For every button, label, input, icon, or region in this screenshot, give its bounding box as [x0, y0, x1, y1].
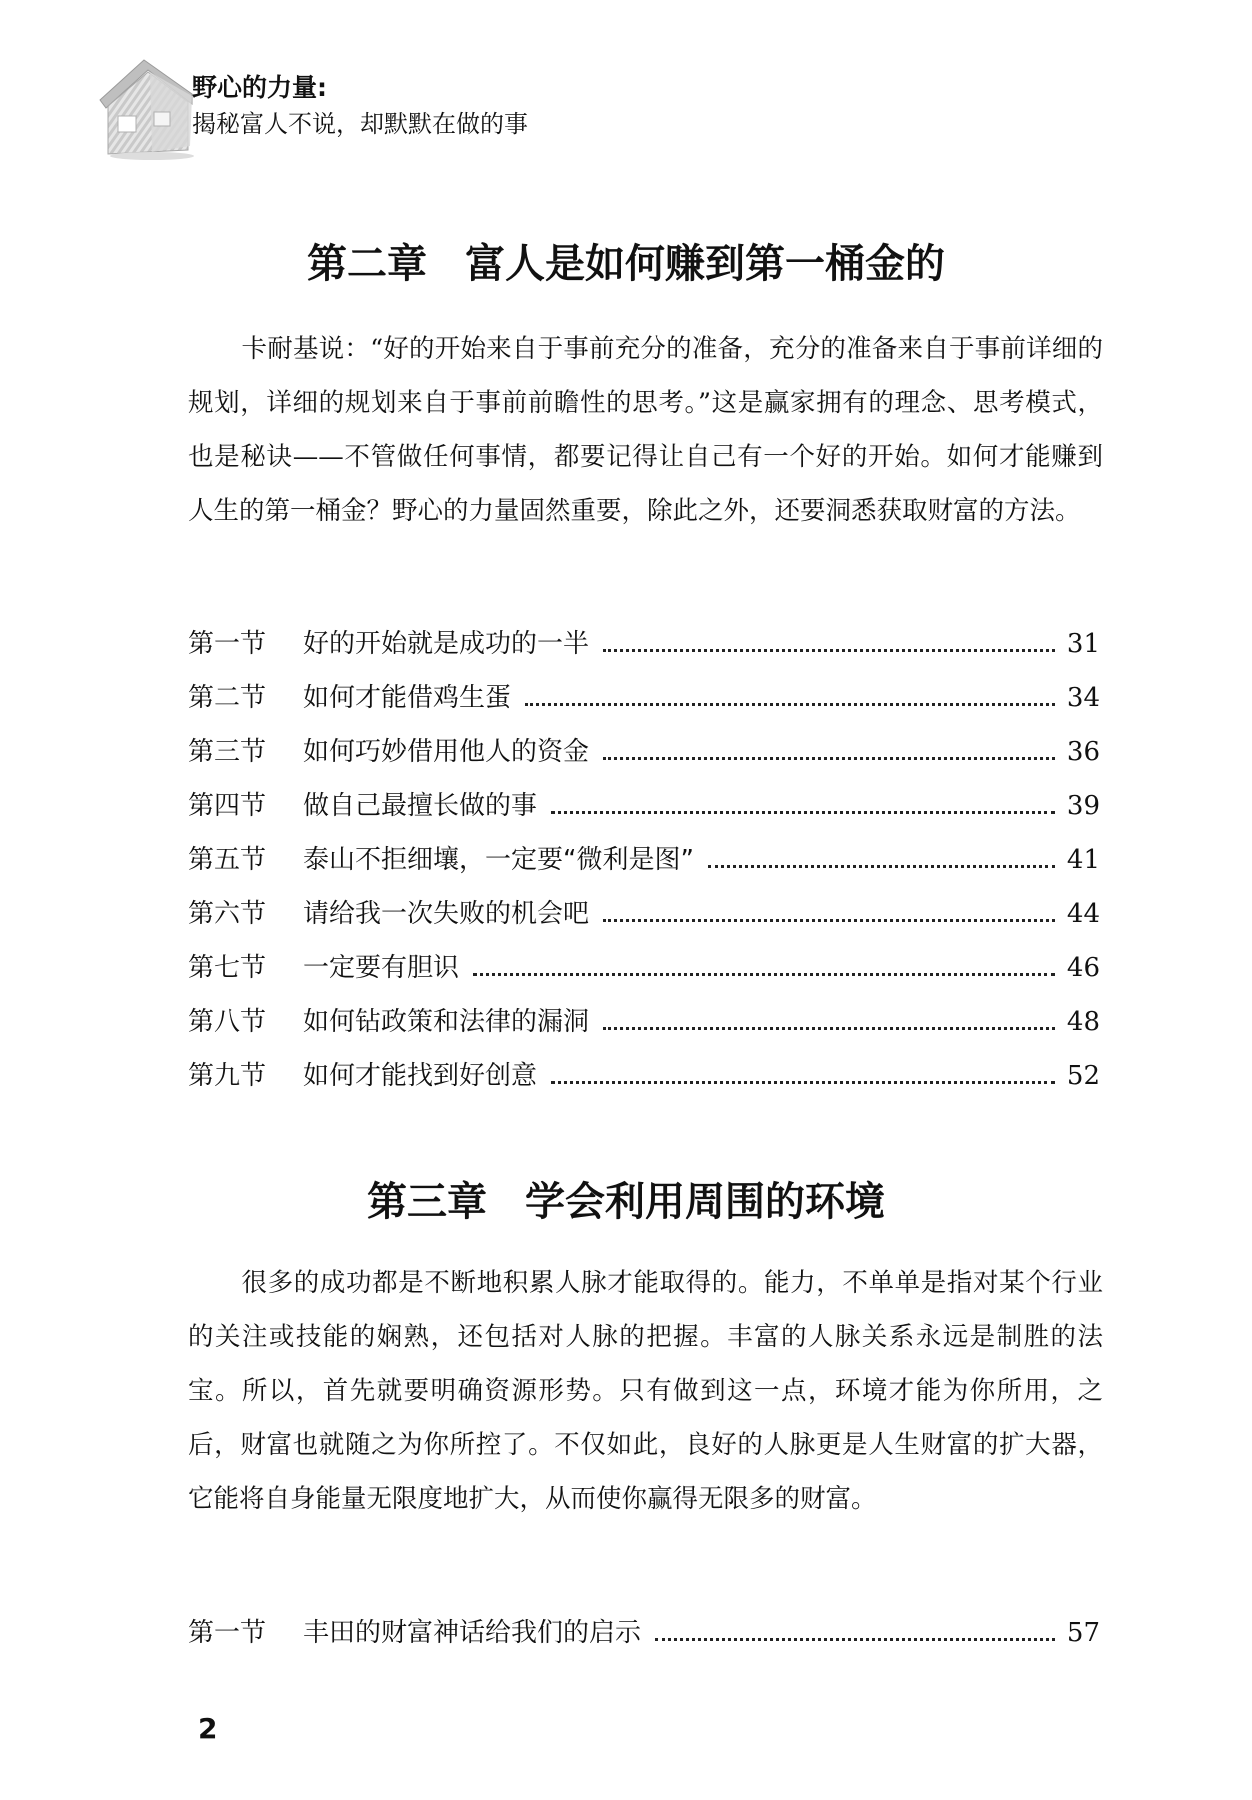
toc-entry[interactable]	[188, 617, 1100, 671]
chapter-name: 学会利用周围的环境	[525, 1178, 885, 1225]
chapter-name: 富人是如何赚到第一桶金的	[465, 240, 945, 287]
page-reference: 48	[1066, 1007, 1100, 1037]
dot-leader	[551, 1081, 1055, 1084]
running-header	[92, 42, 612, 162]
section-title: 一定要有胆识	[303, 953, 460, 983]
section-number: 第一节	[188, 629, 267, 659]
toc-entry[interactable]	[188, 1049, 1100, 1103]
section-title: 如何才能找到好创意	[303, 1061, 538, 1091]
dot-leader	[655, 1638, 1055, 1641]
section-number: 第四节	[188, 791, 267, 821]
toc-entry[interactable]	[188, 779, 1100, 833]
page-number: 2	[198, 1712, 218, 1745]
section-title: 如何才能借鸡生蛋	[303, 683, 512, 713]
dot-leader	[473, 973, 1055, 976]
dot-leader	[603, 757, 1055, 760]
page-reference: 57	[1066, 1618, 1100, 1648]
dot-leader	[551, 811, 1055, 814]
toc-entry[interactable]	[188, 1606, 1100, 1660]
section-title: 丰田的财富神话给我们的启示	[303, 1618, 642, 1648]
chapter-number: 第三章	[367, 1178, 487, 1225]
book-subtitle: 揭秘富人不说，却默默在做的事	[192, 110, 528, 138]
toc-list	[188, 617, 1100, 1103]
toc-entry[interactable]	[188, 887, 1100, 941]
page-reference: 36	[1066, 737, 1100, 767]
house-icon	[92, 42, 202, 162]
section-number: 第五节	[188, 845, 267, 875]
page-reference: 46	[1066, 953, 1100, 983]
chapter-title	[0, 1176, 1252, 1228]
page-reference: 39	[1066, 791, 1100, 821]
page-reference: 34	[1066, 683, 1100, 713]
section-number: 第八节	[188, 1007, 267, 1037]
section-title: 泰山不拒细壤，一定要“微利是图”	[303, 845, 694, 875]
section-title: 如何钻政策和法律的漏洞	[303, 1007, 590, 1037]
section-number: 第一节	[188, 1618, 267, 1648]
page-reference: 31	[1066, 629, 1100, 659]
book-title: 野心的力量:	[192, 73, 327, 102]
section-number: 第二节	[188, 683, 267, 713]
section-number: 第三节	[188, 737, 267, 767]
chapter-title	[0, 238, 1252, 290]
section-number: 第九节	[188, 1061, 267, 1091]
section-title: 请给我一次失败的机会吧	[303, 899, 590, 929]
section-title: 做自己最擅长做的事	[303, 791, 538, 821]
toc-list	[188, 1606, 1100, 1660]
dot-leader	[708, 865, 1055, 868]
chapter-intro: 很多的成功都是不断地积累人脉才能取得的。能力，不单单是指对某个行业的关注或技能的娴熟，还包括对人脉的把握。丰富的人脉关系永远是制胜的法宝。所以，首先就要明确资源形势。只有做到这一点，环境才能为你所用，之后，财富也就随之为你所控了。不仅如此，良好的人脉更是人生财富的扩大器，它能将自身能量无限度地扩大，从而使你赢得无限多的财富。	[188, 1268, 1103, 1514]
page-reference: 44	[1066, 899, 1100, 929]
page-reference: 52	[1066, 1061, 1100, 1091]
dot-leader	[603, 649, 1055, 652]
toc-entry[interactable]	[188, 941, 1100, 995]
dot-leader	[525, 703, 1055, 706]
section-number: 第六节	[188, 899, 267, 929]
toc-entry[interactable]	[188, 995, 1100, 1049]
dot-leader	[603, 919, 1055, 922]
section-title: 好的开始就是成功的一半	[303, 629, 590, 659]
chapter-number: 第二章	[307, 240, 427, 287]
toc-entry[interactable]	[188, 725, 1100, 779]
section-title: 如何巧妙借用他人的资金	[303, 737, 590, 767]
page-reference: 41	[1066, 845, 1100, 875]
toc-entry[interactable]	[188, 833, 1100, 887]
chapter-intro: 卡耐基说：“好的开始来自于事前充分的准备，充分的准备来自于事前详细的规划，详细的规划来自于事前前瞻性的思考。”这是赢家拥有的理念、思考模式，也是秘诀——不管做任何事情，都要记得让自己有一个好的开始。如何才能赚到人生的第一桶金？野心的力量固然重要，除此之外，还要洞悉获取财富的方法。	[188, 334, 1103, 526]
toc-entry[interactable]	[188, 671, 1100, 725]
dot-leader	[603, 1027, 1055, 1030]
section-number: 第七节	[188, 953, 267, 983]
